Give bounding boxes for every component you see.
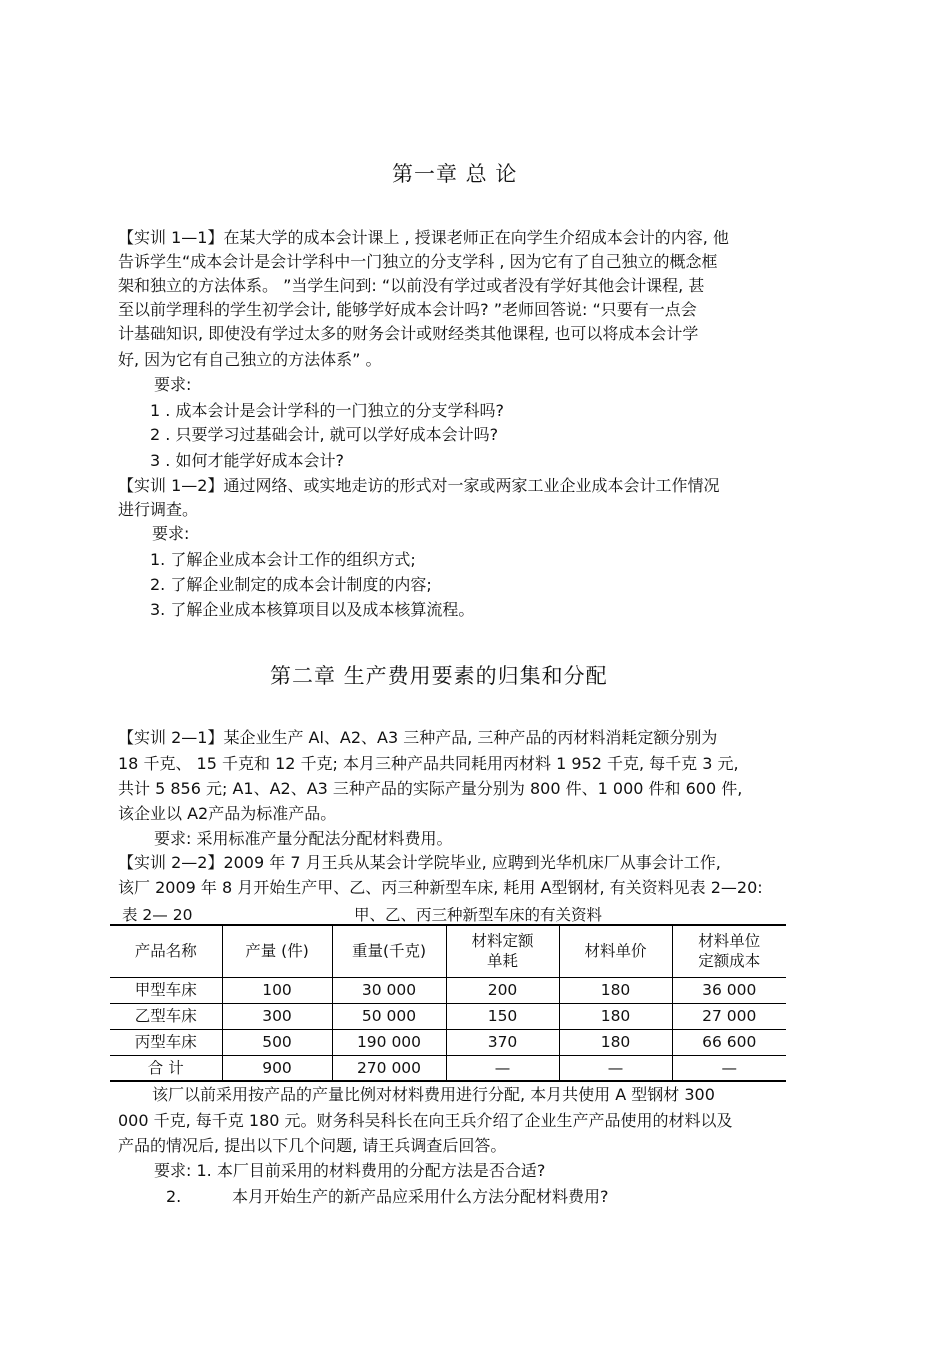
header-text: 材料单价	[584, 942, 647, 961]
requirement-item: 2. 了解企业制定的成本会计制度的内容;	[150, 575, 432, 594]
table-header-cell	[222, 925, 332, 977]
requirement-item: 1. 了解企业成本会计工作的组织方式;	[150, 550, 416, 569]
table-row	[110, 1055, 786, 1081]
case-1-2-line: 进行调查。	[118, 500, 199, 519]
table-header-cell	[559, 925, 672, 977]
table-cell: 900	[222, 1055, 332, 1081]
table-cell: 270 000	[332, 1055, 446, 1081]
chapter1-title: 第一章 总 论	[392, 162, 518, 186]
header-text: 产品名称	[134, 942, 197, 961]
chapter2-title: 第二章 生产费用要素的归集和分配	[270, 664, 608, 688]
table-row	[110, 1003, 786, 1029]
table-cell: —	[446, 1055, 559, 1081]
table-title: 甲、乙、丙三种新型车床的有关资料	[354, 906, 603, 924]
case-2-2-after-line: 该厂以前采用按产品的产量比例对材料费用进行分配, 本月共使用 A 型钢材 300	[152, 1085, 715, 1104]
requirement-item: 要求: 采用标准产量分配法分配材料费用。	[154, 829, 453, 848]
table-header-cell	[672, 925, 786, 977]
table-cell: —	[672, 1055, 786, 1081]
requirement-item: 3. 了解企业成本核算项目以及成本核算流程。	[150, 600, 475, 619]
case-2-2-line: 【实训 2—2】2009 年 7 月王兵从某会计学院毕业, 应聘到光华机床厂从事会计工作,	[118, 853, 721, 872]
table-cell: 180	[559, 1003, 672, 1029]
table-header-row	[110, 925, 786, 977]
requirement-label: 要求:	[154, 375, 192, 394]
header-text: 定额成本	[698, 952, 761, 971]
table-cell: 30 000	[332, 977, 446, 1003]
table-cell: 甲型车床	[110, 977, 222, 1003]
table-cell: 180	[559, 1029, 672, 1055]
case-1-1-line: 架和独立的方法体系。 ”当学生问到: “以前没有学过或者没有学好其他会计课程, 甚	[118, 276, 705, 295]
table-cell: 50 000	[332, 1003, 446, 1029]
lathe-data-table	[110, 924, 786, 1082]
table-cell: 200	[446, 977, 559, 1003]
case-1-1-line: 至以前学理科的学生初学会计, 能够学好成本会计吗? ”老师回答说: “只要有一点会	[118, 300, 697, 319]
header-text: 材料单位	[698, 932, 761, 951]
case-2-1-line: 共计 5 856 元; A1、A2、A3 三种产品的实际产量分别为 800 件、1 000 件和 600 件,	[118, 779, 743, 798]
header-text: 材料定额	[471, 932, 534, 951]
requirement-label: 要求:	[152, 524, 190, 543]
requirement-item: 本月开始生产的新产品应采用什么方法分配材料费用?	[232, 1187, 609, 1206]
table-cell: 150	[446, 1003, 559, 1029]
case-1-2-line: 【实训 1—2】通过网络、或实地走访的形式对一家或两家工业企业成本会计工作情况	[118, 476, 720, 495]
header-text: 单耗	[486, 952, 518, 971]
table-header-cell	[332, 925, 446, 977]
requirement-number: 2.	[166, 1187, 182, 1206]
case-2-1-line: 18 千克、 15 千克和 12 千克; 本月三种产品共同耗用丙材料 1 952 千克, 每千克 3 元,	[118, 754, 739, 773]
table-number: 表 2— 20	[122, 906, 193, 924]
table-cell: 丙型车床	[110, 1029, 222, 1055]
table-cell: 27 000	[672, 1003, 786, 1029]
table-cell: 66 600	[672, 1029, 786, 1055]
table-cell: 300	[222, 1003, 332, 1029]
requirement-item: 要求: 1. 本厂目前采用的材料费用的分配方法是否合适?	[154, 1161, 546, 1180]
case-2-2-after-line: 000 千克, 每千克 180 元。财务科吴科长在向王兵介绍了企业生产产品使用的材料以及	[118, 1111, 733, 1130]
requirement-item: 3 . 如何才能学好成本会计?	[150, 451, 344, 470]
case-1-1-line: 好, 因为它有自己独立的方法体系” 。	[118, 350, 382, 369]
case-1-1-line: 计基础知识, 即使没有学过太多的财务会计或财经类其他课程, 也可以将成本会计学	[118, 324, 699, 343]
table-cell: 190 000	[332, 1029, 446, 1055]
case-2-2-line: 该厂 2009 年 8 月开始生产甲、乙、丙三种新型车床, 耗用 A型钢材, 有关资料见表 2—20:	[118, 878, 763, 897]
table-header-cell	[110, 925, 222, 977]
table-cell: 500	[222, 1029, 332, 1055]
case-2-2-after-line: 产品的情况后, 提出以下几个问题, 请王兵调查后回答。	[118, 1136, 507, 1155]
header-text: 产量 (件)	[245, 942, 309, 961]
table-cell: 180	[559, 977, 672, 1003]
table-cell: 100	[222, 977, 332, 1003]
table-cell: —	[559, 1055, 672, 1081]
header-text: 重量(千克)	[351, 942, 427, 961]
table-row	[110, 1029, 786, 1055]
case-2-1-line: 【实训 2—1】某企业生产 Al、A2、A3 三种产品, 三种产品的丙材料消耗定额分别为	[118, 728, 718, 747]
table-cell: 370	[446, 1029, 559, 1055]
table-cell: 36 000	[672, 977, 786, 1003]
case-1-1-line: 【实训 1—1】在某大学的成本会计课上 , 授课老师正在向学生介绍成本会计的内容, 他	[118, 228, 729, 247]
case-2-1-line: 该企业以 A2产品为标准产品。	[118, 804, 337, 823]
table-cell: 乙型车床	[110, 1003, 222, 1029]
table-cell: 合 计	[110, 1055, 222, 1081]
requirement-item: 1 . 成本会计是会计学科的一门独立的分支学科吗?	[150, 401, 504, 420]
requirement-item: 2 . 只要学习过基础会计, 就可以学好成本会计吗?	[150, 425, 499, 444]
case-1-1-line: 告诉学生“成本会计是会计学科中一门独立的分支学科 , 因为它有了自己独立的概念框	[118, 252, 718, 271]
table-header-cell	[446, 925, 559, 977]
table-row	[110, 977, 786, 1003]
